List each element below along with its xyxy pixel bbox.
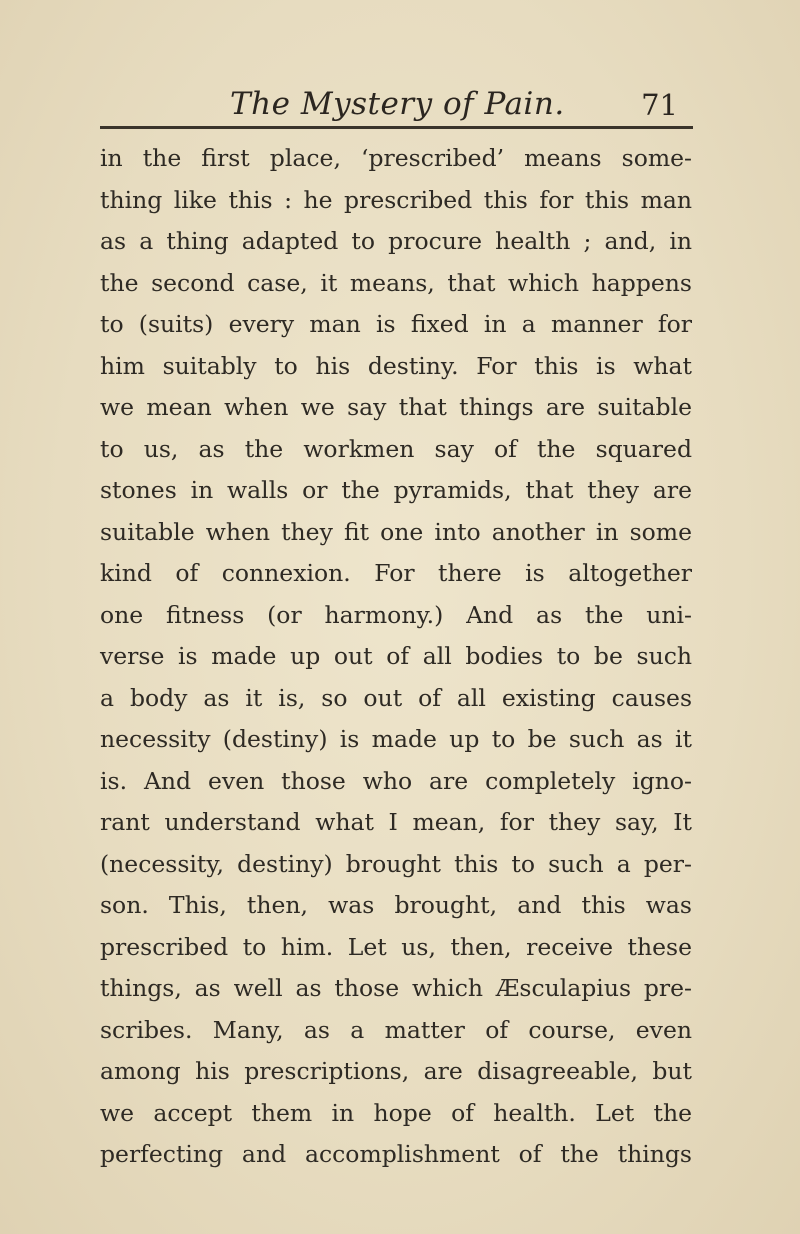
text-line: kind of connexion. For there is altogether	[100, 559, 692, 587]
text-line: the second case, it means, that which happens	[100, 268, 692, 297]
text-line: as a thing adapted to procure health ; and, in	[100, 227, 692, 255]
text-line: him suitably to his destiny. For this is what	[100, 351, 692, 380]
text-line: (necessity, destiny) brought this to such a per-	[100, 849, 692, 878]
text-line: to (suits) every man is fixed in a manner for	[100, 310, 692, 338]
running-head	[100, 76, 692, 126]
text-line: stones in walls or the pyramids, that they are	[100, 476, 692, 504]
text-line: we mean when we say that things are suitable	[100, 393, 692, 421]
text-line: things, as well as those which Æsculapius pre-	[100, 974, 692, 1002]
page-number: 71	[641, 88, 678, 122]
text-line: necessity (destiny) is made up to be such as it	[100, 725, 692, 753]
text-line: verse is made up out of all bodies to be such	[100, 642, 692, 670]
text-line: among his prescriptions, are disagreeable, but	[100, 1057, 692, 1085]
text-line: one fitness (or harmony.) And as the uni-	[100, 600, 692, 629]
header-rule	[100, 126, 693, 129]
text-line: in the first place, ‘prescribed’ means some-	[100, 144, 692, 172]
text-line: a body as it is, so out of all existing causes	[100, 683, 692, 712]
text-line: son. This, then, was brought, and this was	[100, 891, 692, 919]
text-line: we accept them in hope of health. Let the	[100, 1098, 692, 1127]
text-line: thing like this : he prescribed this for this man	[100, 185, 692, 214]
body-text	[100, 138, 700, 1176]
text-line: scribes. Many, as a matter of course, even	[100, 1015, 692, 1044]
text-line: perfecting and accomplishment of the things	[100, 1140, 692, 1168]
text-line: rant understand what I mean, for they say, It	[100, 808, 692, 836]
text-line: prescribed to him. Let us, then, receive these	[100, 932, 692, 961]
text-line: suitable when they fit one into another in some	[100, 517, 692, 546]
text-line: to us, as the workmen say of the squared	[100, 434, 692, 463]
running-title: The Mystery of Pain.	[230, 86, 565, 122]
text-line: is. And even those who are completely igno-	[100, 766, 692, 795]
